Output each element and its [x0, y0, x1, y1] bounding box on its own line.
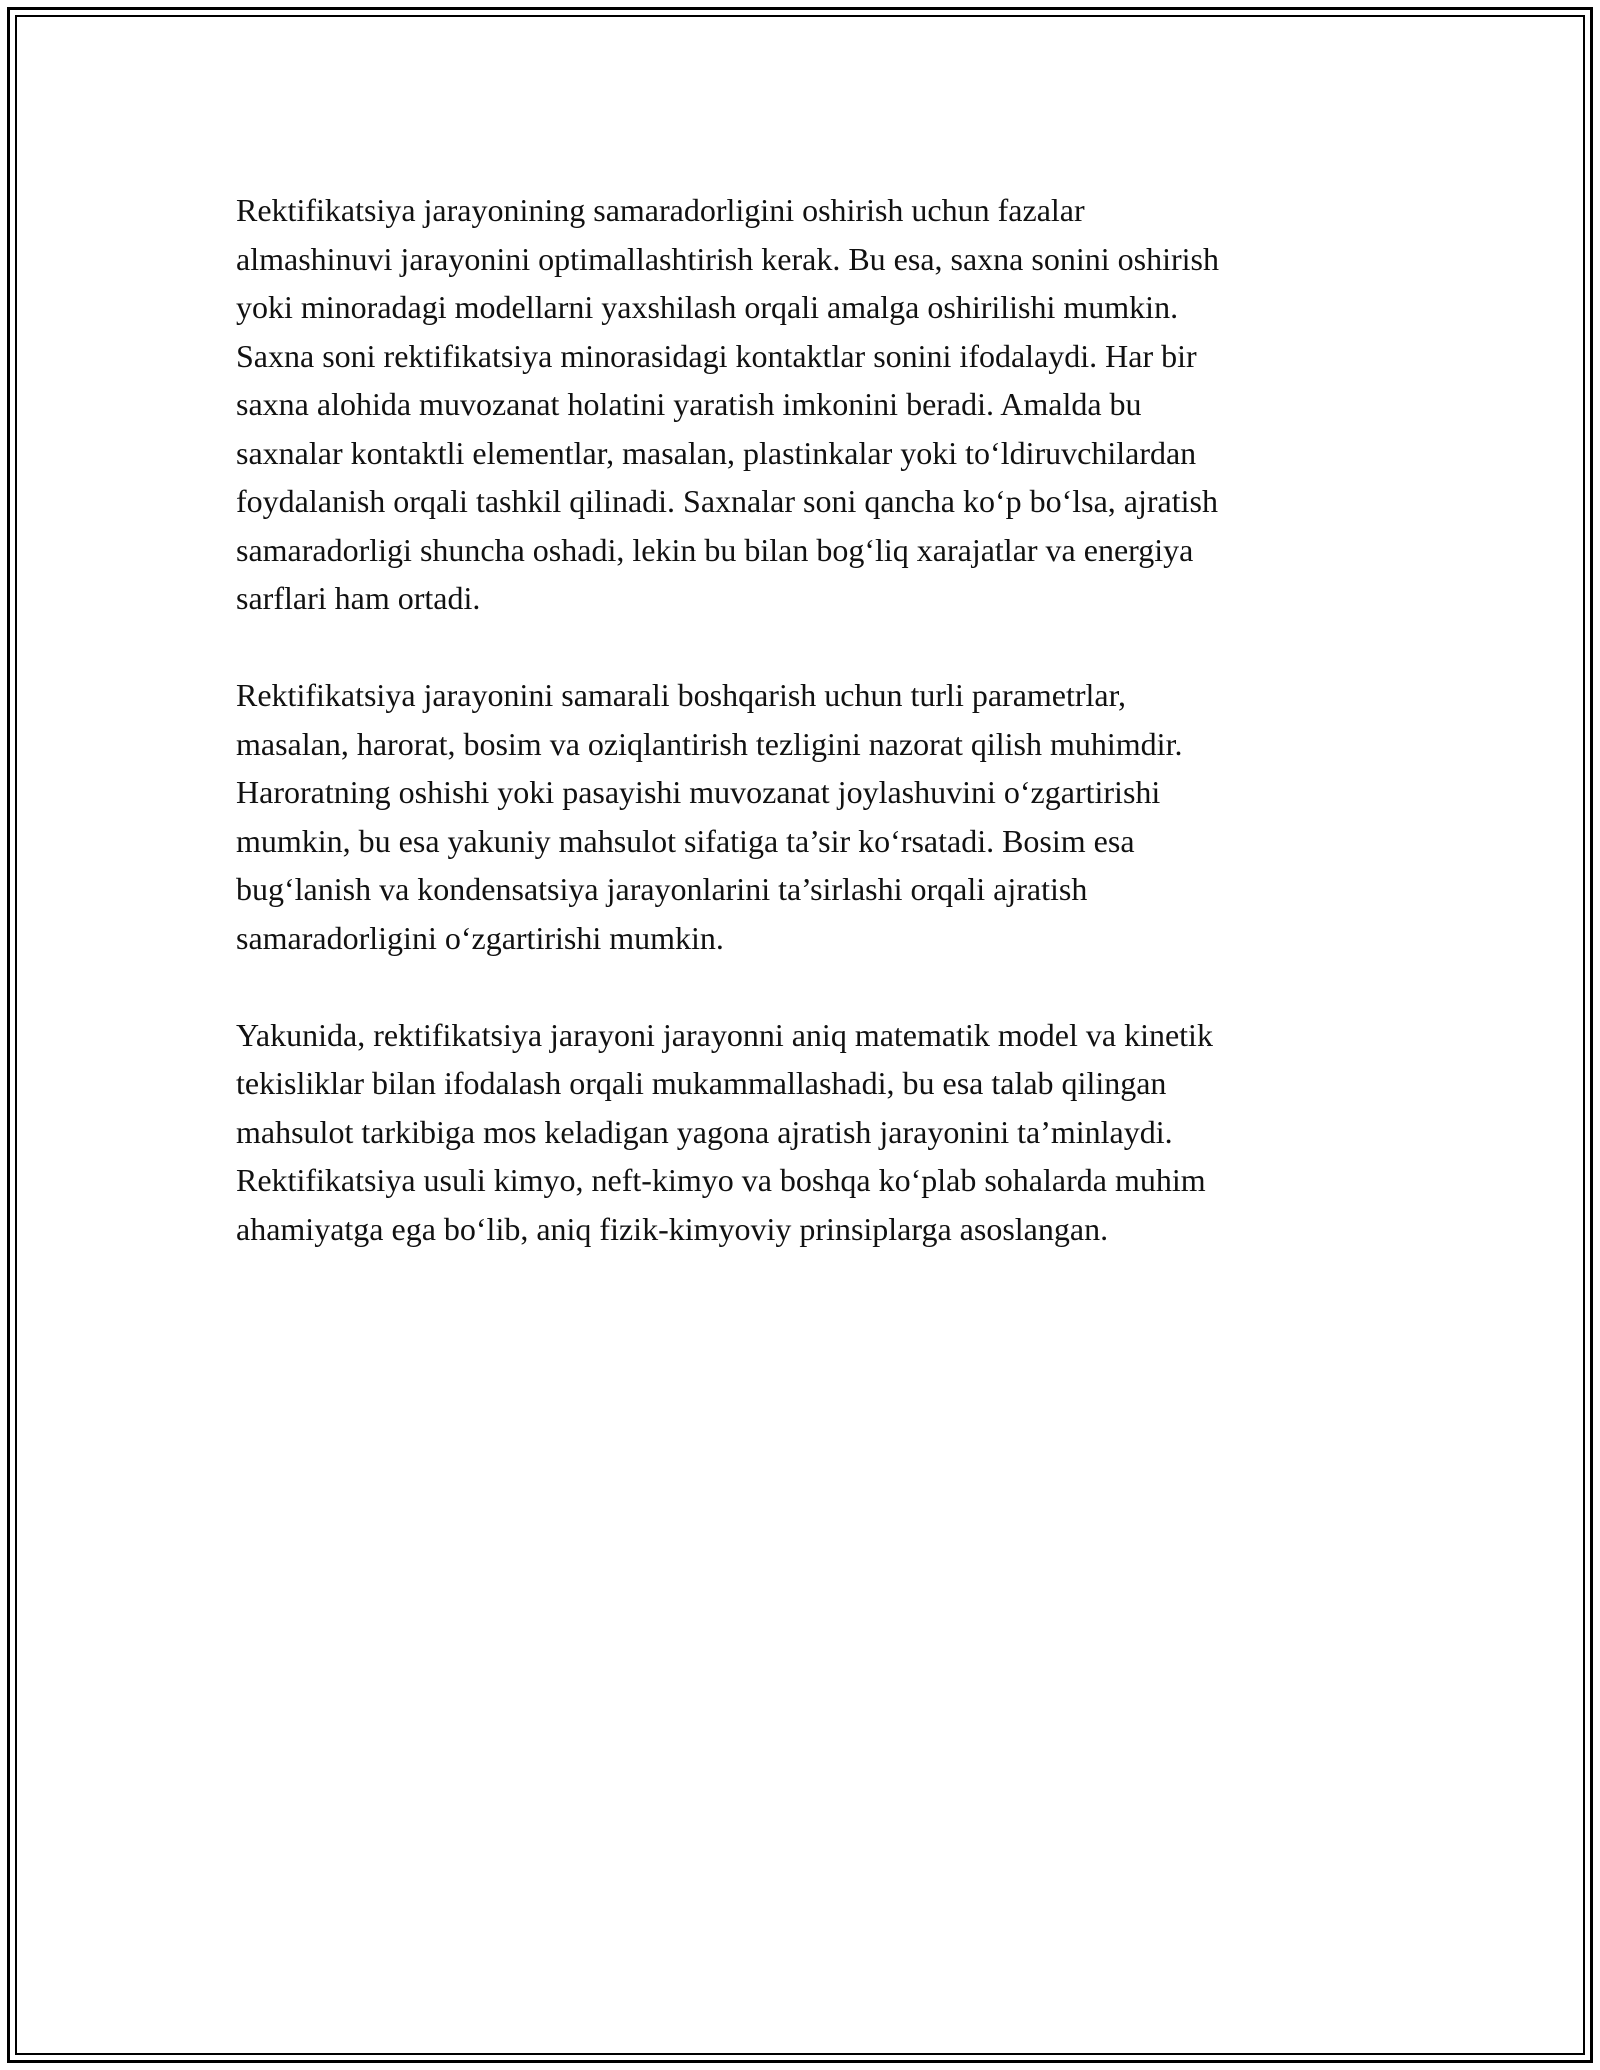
paragraph-1 [236, 186, 1386, 623]
text-line: foydalanish orqali tashkil qilinadi. Saxnalar soni qancha ko‘p bo‘lsa, ajratish [236, 483, 1218, 519]
text-line: saxna alohida muvozanat holatini yaratish imkonini beradi. Amalda bu [236, 386, 1142, 422]
text-line: Rektifikatsiya jarayonining samaradorligini oshirish uchun fazalar [236, 192, 1085, 228]
text-line: masalan, harorat, bosim va oziqlantirish tezligini nazorat qilish muhimdir. [236, 725, 1183, 762]
text-line: Yakunida, rektifikatsiya jarayoni jarayonni aniq matematik model va kinetik [236, 1016, 1213, 1053]
text-line: saxnalar kontaktli elementlar, masalan, plastinkalar yoki to‘ldiruvchilardan [236, 434, 1197, 471]
text-line: almashinuvi jarayonini optimallashtirish kerak. Bu esa, saxna sonini oshirish [236, 240, 1219, 277]
text-line: Saxna soni rektifikatsiya minorasidagi kontaktlar sonini ifodalaydi. Har bir [236, 337, 1197, 374]
text-line: Rektifikatsiya jarayonini samarali boshqarish uchun turli parametrlar, [236, 677, 1126, 713]
text-line: mahsulot tarkibiga mos keladigan yagona ajratish jarayonini ta’minlaydi. [236, 1113, 1173, 1150]
text-line: mumkin, bu esa yakuniy mahsulot sifatiga ta’sir ko‘rsatadi. Bosim esa [236, 822, 1135, 859]
text-line: Haroratning oshishi yoki pasayishi muvozanat joylashuvini o‘zgartirishi [236, 774, 1161, 810]
paragraph-2 [236, 671, 1386, 962]
text-line: samaradorligini o‘zgartirishi mumkin. [236, 919, 724, 956]
text-line: tekisliklar bilan ifodalash orqali mukammallashadi, bu esa talab qilingan [236, 1065, 1167, 1101]
paragraph-3 [236, 1011, 1386, 1254]
text-line: ahamiyatga ega bo‘lib, aniq fizik-kimyoviy prinsiplarga asoslangan. [236, 1210, 1109, 1247]
document-body [236, 186, 1386, 1302]
text-line: yoki minoradagi modellarni yaxshilash orqali amalga oshirilishi mumkin. [236, 289, 1179, 325]
text-line: Rektifikatsiya usuli kimyo, neft-kimyo va boshqa ko‘plab sohalarda muhim [236, 1162, 1206, 1198]
text-line: samaradorligi shuncha oshadi, lekin bu bilan bog‘liq xarajatlar va energiya [236, 531, 1194, 568]
text-line: sarflari ham ortadi. [236, 580, 481, 616]
text-line: bug‘lanish va kondensatsiya jarayonlarini ta’sirlashi orqali ajratish [236, 871, 1088, 907]
